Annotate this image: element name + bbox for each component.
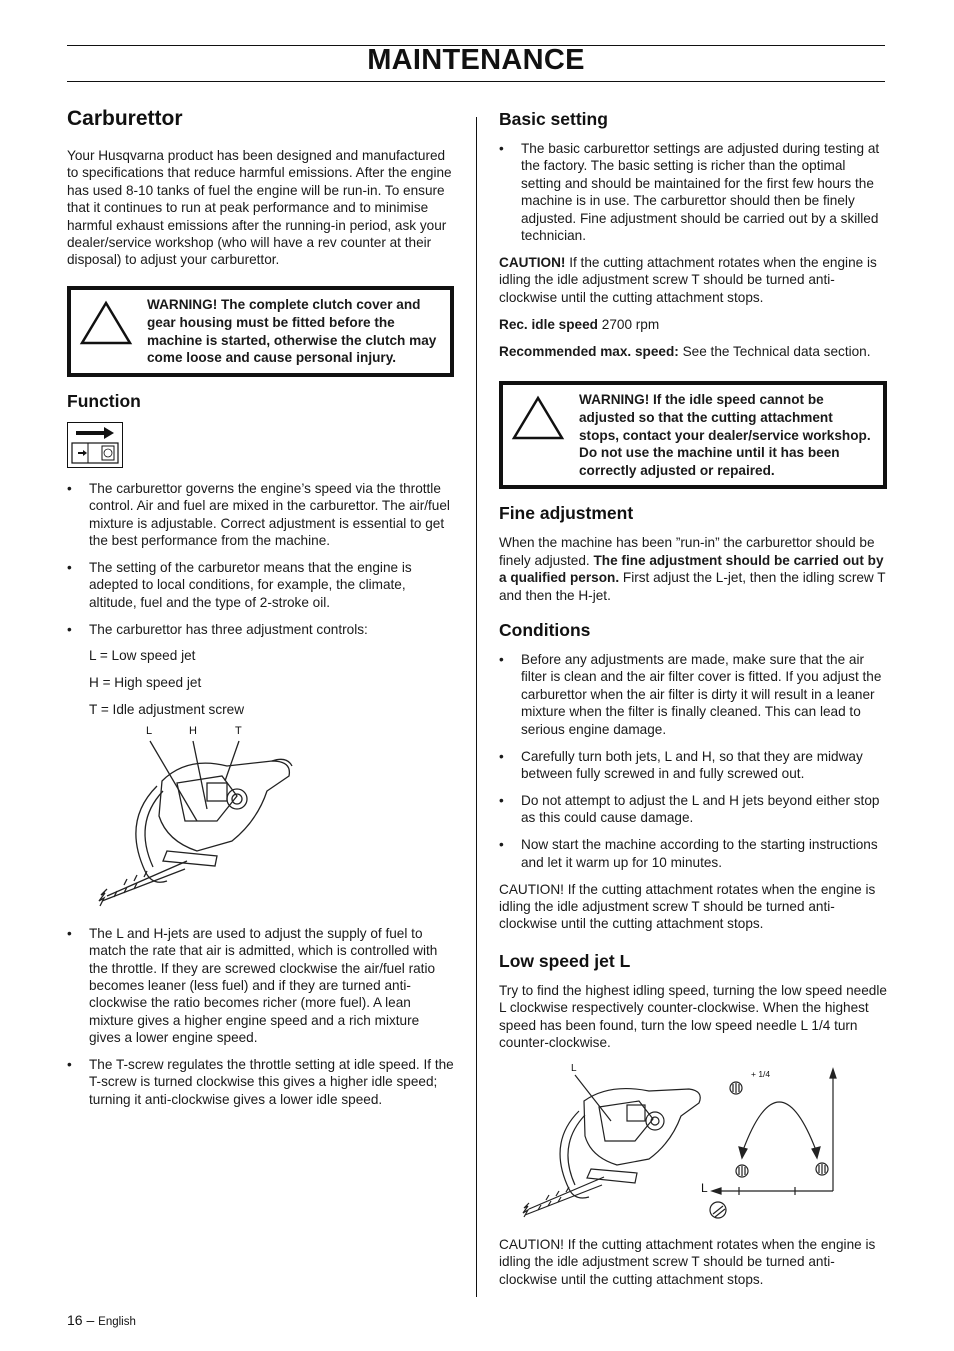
warning-box-clutch <box>67 286 454 376</box>
page-footer: 16 – English <box>67 1312 136 1328</box>
rec-idle-speed <box>499 316 887 333</box>
basic-setting-bullets <box>499 140 887 244</box>
caution-text: If the cutting attachment rotates when the engine is idling the idle adjustment screw T should be turned anti-clockwise until the cutting attachment stops. <box>499 254 877 305</box>
conditions-caution: CAUTION! If the cutting attachment rotates when the engine is idling the idle adjustment screw T should be turned anti-clockwise until the cutting attachment stops. <box>499 881 876 932</box>
warning-text-idle: WARNING! If the idle speed cannot be adjusted so that the cutting attachment stops, contact your dealer/service workshop. Do not use the machine until it has been correctly adjusted or repaired. <box>579 392 871 478</box>
warning-triangle-icon <box>79 300 133 346</box>
max-speed-value: See the Technical data section. <box>678 343 871 359</box>
figure-label-quarter-turn: + 1/4 <box>751 1068 771 1079</box>
function-bullet-3: • The carburettor has three adjustment controls: <box>67 621 454 638</box>
function-bullets <box>67 480 454 638</box>
max-speed-label: Recommended max. speed: <box>499 343 679 359</box>
figure-label-l-needle: L <box>701 1180 708 1195</box>
fine-adjustment-text <box>499 534 887 604</box>
caution-label: CAUTION! <box>499 254 566 270</box>
fine-text-2: First adjust the L-jet, then the idling screw T and then the H-jet. <box>499 570 886 603</box>
fine-text-1: When the machine has been ”run-in” the carburettor should be finely adjusted. <box>499 535 875 568</box>
carburettor-figure <box>67 721 454 911</box>
control-idle: T = Idle adjustment screw <box>89 702 245 718</box>
left-column <box>67 107 454 1118</box>
low-speed-needle-illustration <box>499 1061 887 1226</box>
low-speed-jet-text: Try to find the highest idling speed, turning the low speed needle L clockwise respectively counter-clockwise. When the highest speed has been found, turn the low speed needle L 1/4 turn counter-clockwise. <box>499 982 887 1050</box>
warning-box-idle <box>499 381 887 489</box>
function-bullet-1: • The carburettor governs the engine’s speed via the throttle control. Air and fuel are mixed in the carburettor. The air/fuel mixture is adjustable. Correct adjustment is essential to get the best performance from the machine. <box>67 480 454 550</box>
basic-setting-heading: Basic setting <box>499 109 608 129</box>
low-speed-caution: CAUTION! If the cutting attachment rotates when the engine is idling the idle adjustment screw T should be turned anti-clockwise until the cutting attachment stops. <box>499 1236 876 1287</box>
column-divider <box>476 117 477 1297</box>
control-high-speed: H = High speed jet <box>89 675 202 691</box>
footer-language: English <box>98 1316 136 1328</box>
fine-adjustment-heading: Fine adjustment <box>499 503 634 524</box>
idle-speed-value: 2700 rpm <box>597 316 660 332</box>
function-bullet-4: • The L and H-jets are used to adjust the supply of fuel to match the rate that air is admitted, which is controlled with the throttle. If they are screwed clockwise the air/fuel ratio becomes leaner (less fuel) and if they are turned anti-clockwise the ratio becomes richer (more fuel). A lean mixture gives a higher engine speed and a rich mixture gives a lower engine speed. <box>67 925 454 1047</box>
carburettor-heading: Carburettor <box>67 107 183 130</box>
conditions-bullet-3: • Do not attempt to adjust the L and H jets beyond either stop as this could cause damage. <box>499 792 887 827</box>
function-heading: Function <box>67 390 141 411</box>
low-speed-jet-heading: Low speed jet L <box>499 950 631 971</box>
conditions-heading: Conditions <box>499 620 591 641</box>
rec-max-speed <box>499 343 887 360</box>
conditions-bullet-2: • Carefully turn both jets, L and H, so that they are midway between fully screwed in and fully screwed out. <box>499 748 887 783</box>
figure-label-l-machine: L <box>571 1062 577 1074</box>
idle-speed-label: Rec. idle speed <box>499 316 598 332</box>
function-bullet-5: • The T-screw regulates the throttle setting at idle speed. If the T-screw is turned clockwise this gives a higher idle speed; turning it anti-clockwise gives a lower idle speed. <box>67 1056 454 1108</box>
basic-setting-caution <box>499 254 887 306</box>
control-low-speed: L = Low speed jet <box>89 648 196 664</box>
figure-label-h: H <box>189 724 197 737</box>
fine-text-bold: The fine adjustment should be carried out by a qualified person. <box>499 552 884 586</box>
basic-setting-bullet: • The basic carburettor settings are adjusted during testing at the factory. The basic setting is richer than the optimal setting and should be maintained for the first few hours the machine is in use. The carburettor should then be finely adjusted. Fine adjustment should be carried out by a skilled technician. <box>499 140 887 244</box>
function-bullet-2: • The setting of the carburetor means that the engine is adepted to local conditions, for example, the climate, altitude, fuel and the type of 2-stroke oil. <box>67 559 454 611</box>
figure-label-t: T <box>235 724 242 737</box>
conditions-bullet-1: • Before any adjustments are made, make sure that the air filter is clean and the air filter cover is fitted. If you adjust the carburettor when the air filter is dirty it will result in a leaner mixture when the filter is finally cleaned. This can lead to serious engine damage. <box>499 651 887 738</box>
warning-triangle-icon <box>511 395 565 441</box>
hedge-trimmer-engine-illustration <box>67 721 454 911</box>
page-number: 16 <box>67 1312 83 1328</box>
carburettor-intro: Your Husqvarna product has been designed and manufactured to specifications that reduce harmful emissions. After the engine has used 8-10 tanks of fuel the engine will be run-in. To ensure that it continues to run at peak performance and to minimise harmful exhaust emissions after the running-in period, ask your dealer/service workshop (who will have a rev counter at their disposal) to adjust your carburettor. <box>67 148 452 268</box>
function-bullets-after <box>67 925 454 1109</box>
conditions-bullet-4: • Now start the machine according to the starting instructions and let it warm up for 10 minutes. <box>499 836 887 871</box>
figure-label-l: L <box>146 724 153 737</box>
low-speed-figure <box>499 1061 887 1226</box>
function-symbol-icon <box>67 422 123 468</box>
page-title: MAINTENANCE <box>367 44 585 76</box>
right-column <box>499 107 887 1298</box>
conditions-bullets <box>499 651 887 871</box>
header-rule-bottom <box>67 81 885 82</box>
warning-text-clutch: WARNING! The complete clutch cover and gear housing must be fitted before the machine is started, otherwise the clutch may come loose and cause personal injury. <box>147 297 437 366</box>
